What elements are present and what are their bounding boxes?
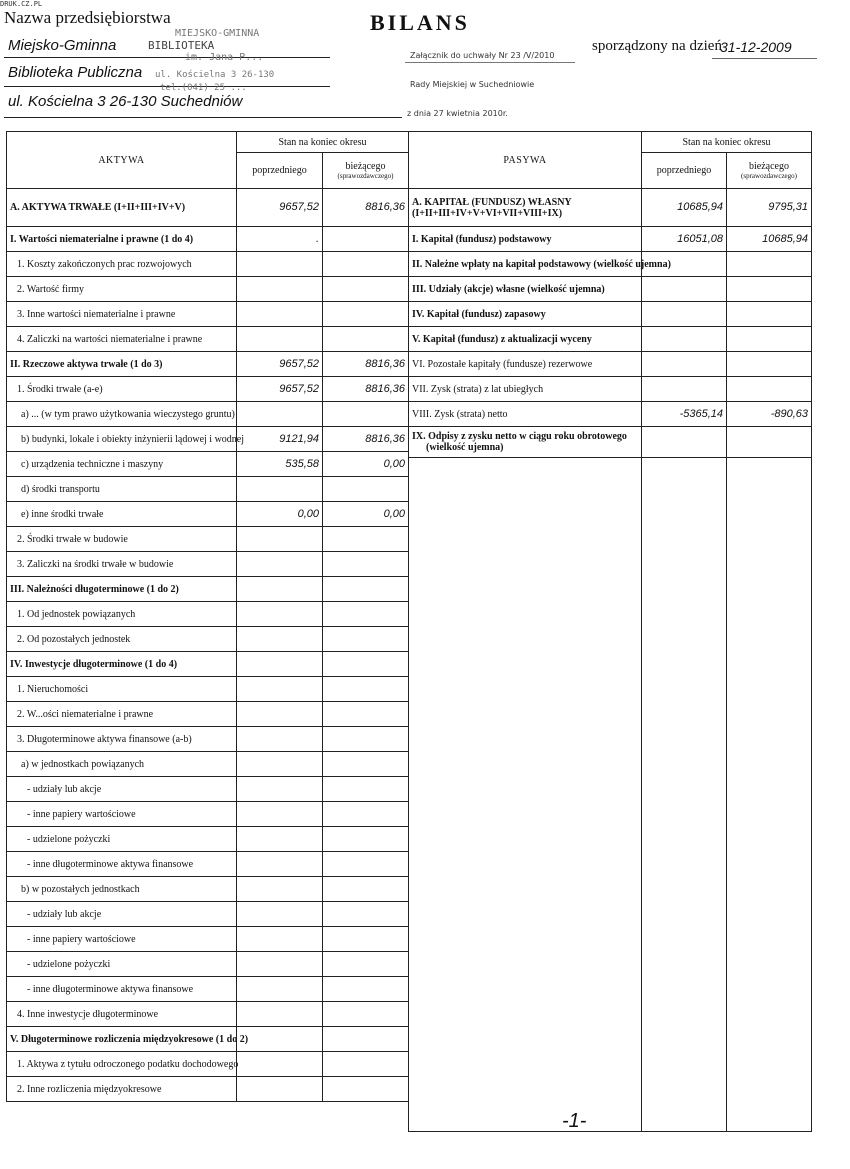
pasywa-row (409, 352, 812, 377)
aktywa-row-label: 4. Zaliczki na wartości niematerialne i prawne (7, 327, 237, 352)
annex-line1: Załącznik do uchwały Nr 23 /V/2010 (410, 51, 555, 60)
aktywa-row-curr-value (323, 327, 409, 352)
aktywa-row-curr-value: 8816,36 (323, 377, 409, 402)
pasywa-row-curr-value (727, 352, 812, 377)
aktywa-row (7, 702, 409, 727)
aktywa-row-label: - inne papiery wartościowe (7, 802, 237, 827)
aktywa-row (7, 627, 409, 652)
aktywa-row-label: - inne papiery wartościowe (7, 927, 237, 952)
aktywa-row (7, 1052, 409, 1077)
aktywa-row-curr-value (323, 527, 409, 552)
aktywa-row-prev-value (237, 477, 323, 502)
aktywa-row-label: V. Długoterminowe rozliczenia międzyokresowe (1 do 2) (7, 1027, 237, 1052)
aktywa-row-prev-value (237, 727, 323, 752)
aktywa-row-curr-value (323, 302, 409, 327)
aktywa-row-prev-value (237, 652, 323, 677)
aktywa-row-prev-value (237, 1052, 323, 1077)
aktywa-row-label: IV. Inwestycje długoterminowe (1 do 4) (7, 652, 237, 677)
pasywa-row (409, 402, 812, 427)
pasywa-row-prev-value: 10685,94 (642, 189, 727, 227)
aktywa-title: AKTYWA (7, 132, 237, 189)
aktywa-row-label: e) inne środki trwałe (7, 502, 237, 527)
aktywa-row (7, 252, 409, 277)
aktywa-row-curr-value (323, 927, 409, 952)
aktywa-row (7, 277, 409, 302)
pasywa-filler-cell (727, 458, 812, 1132)
pasywa-row-label: VI. Pozostałe kapitały (fundusze) rezerwowe (409, 352, 642, 377)
aktywa-row (7, 752, 409, 777)
stamp-line4: ul. Kościelna 3 26-130 (155, 70, 275, 80)
pasywa-row-curr-value (727, 277, 812, 302)
pasywa-col-curr-note: (sprawozdawczego) (741, 172, 797, 180)
aktywa-row (7, 327, 409, 352)
aktywa-row (7, 777, 409, 802)
aktywa-row-prev-value (237, 277, 323, 302)
pasywa-row-curr-value (727, 302, 812, 327)
aktywa-col-curr (323, 153, 409, 189)
aktywa-row-curr-value: 8816,36 (323, 427, 409, 452)
pasywa-row-prev-value (642, 352, 727, 377)
aktywa-row-curr-value (323, 1077, 409, 1102)
pasywa-row-curr-value: 9795,31 (727, 189, 812, 227)
pasywa-row-label (409, 189, 642, 227)
scan-mark: DRUK.CZ.PL (0, 0, 43, 8)
aktywa-row (7, 1027, 409, 1052)
prepared-rule (712, 58, 817, 59)
aktywa-row-prev-value (237, 802, 323, 827)
aktywa-row-prev-value (237, 977, 323, 1002)
stamp-line5: tel.(041) 25 ... (160, 83, 247, 93)
aktywa-row-curr-value: 8816,36 (323, 352, 409, 377)
aktywa-row-prev-value (237, 327, 323, 352)
pasywa-period-label: Stan na koniec okresu (642, 132, 812, 153)
aktywa-row-label: 2. Inne rozliczenia międzyokresowe (7, 1077, 237, 1102)
aktywa-row (7, 927, 409, 952)
aktywa-row-curr-value: 0,00 (323, 502, 409, 527)
aktywa-row-label: 3. Zaliczki na środki trwałe w budowie (7, 552, 237, 577)
aktywa-row-prev-value (237, 877, 323, 902)
aktywa-row-prev-value (237, 702, 323, 727)
aktywa-row-curr-value (323, 877, 409, 902)
pasywa-row (409, 252, 812, 277)
pasywa-title: PASYWA (409, 132, 642, 189)
pasywa-row (409, 302, 812, 327)
pasywa-row-label-main: A. KAPITAŁ (FUNDUSZ) WŁASNY (412, 196, 572, 208)
pasywa-row-curr-value (727, 377, 812, 402)
aktywa-row (7, 677, 409, 702)
aktywa-col-curr-label: bieżącego (345, 161, 386, 172)
pasywa-row (409, 327, 812, 352)
stamp-line3: im. Jana P... (185, 52, 264, 63)
aktywa-col-curr-note: (sprawozdawczego) (337, 172, 394, 180)
aktywa-row (7, 1077, 409, 1102)
aktywa-row-label: 1. Środki trwałe (a-e) (7, 377, 237, 402)
aktywa-row-label: a) w jednostkach powiązanych (7, 752, 237, 777)
aktywa-row-prev-value (237, 952, 323, 977)
aktywa-row (7, 377, 409, 402)
pasywa-row-curr-value (727, 327, 812, 352)
aktywa-row (7, 189, 409, 227)
aktywa-row-prev-value: 9657,52 (237, 377, 323, 402)
pasywa-row-prev-value (642, 302, 727, 327)
pasywa-row-prev-value (642, 427, 727, 458)
aktywa-row-label: 2. Od pozostałych jednostek (7, 627, 237, 652)
aktywa-row-prev-value (237, 1077, 323, 1102)
aktywa-row-curr-value (323, 902, 409, 927)
pasywa-row-curr-value (727, 427, 812, 458)
aktywa-row-label: 2. Środki trwałe w budowie (7, 527, 237, 552)
aktywa-row-curr-value (323, 477, 409, 502)
pasywa-row (409, 427, 812, 458)
page-number: -1- (562, 1110, 587, 1132)
aktywa-row-label: 3. Długoterminowe aktywa finansowe (a-b) (7, 727, 237, 752)
aktywa-row-prev-value (237, 852, 323, 877)
aktywa-row-prev-value (237, 1002, 323, 1027)
aktywa-row-label: 3. Inne wartości niematerialne i prawne (7, 302, 237, 327)
pasywa-row-label: II. Należne wpłaty na kapitał podstawowy (wielkość ujemna) (409, 252, 642, 277)
aktywa-col-prev: poprzedniego (237, 153, 323, 189)
aktywa-row-curr-value (323, 252, 409, 277)
aktywa-row-prev-value (237, 252, 323, 277)
aktywa-row-label: 1. Koszty zakończonych prac rozwojowych (7, 252, 237, 277)
aktywa-row-curr-value (323, 952, 409, 977)
aktywa-row-label: - udziały lub akcje (7, 902, 237, 927)
aktywa-row (7, 527, 409, 552)
stamp-line2: BIBLIOTEKA (148, 39, 215, 52)
aktywa-row-label: - udzielone pożyczki (7, 952, 237, 977)
aktywa-row-prev-value: 0,00 (237, 502, 323, 527)
aktywa-row-prev-value (237, 402, 323, 427)
aktywa-row-prev-value (237, 827, 323, 852)
aktywa-row-label: 1. Aktywa z tytułu odroczonego podatku dochodowego (7, 1052, 237, 1077)
aktywa-row-curr-value (323, 777, 409, 802)
pasywa-row-label: V. Kapitał (fundusz) z aktualizacji wyceny (409, 327, 642, 352)
annex-rule (405, 62, 575, 63)
org-rule-1 (4, 57, 330, 58)
pasywa-row-prev-value (642, 377, 727, 402)
aktywa-row (7, 977, 409, 1002)
aktywa-row-prev-value (237, 777, 323, 802)
aktywa-row-curr-value (323, 402, 409, 427)
aktywa-row-curr-value (323, 727, 409, 752)
org-line1: Miejsko-Gminna (8, 37, 117, 54)
pasywa-col-curr (727, 153, 812, 189)
aktywa-row-prev-value: 9121,94 (237, 427, 323, 452)
org-rule-3 (4, 117, 330, 118)
aktywa-row-label: 1. Nieruchomości (7, 677, 237, 702)
pasywa-filler-row (409, 458, 812, 1132)
aktywa-row-label: A. AKTYWA TRWAŁE (I+II+III+IV+V) (7, 189, 237, 227)
prepared-date: 31-12-2009 (720, 39, 792, 55)
pasywa-row-prev-value (642, 277, 727, 302)
org-label: Nazwa przedsiębiorstwa (4, 8, 171, 27)
stamp-line1: MIEJSKO-GMINNA (175, 28, 260, 39)
page-title: BILANS (370, 10, 470, 35)
pasywa-filler-cell (409, 458, 642, 1132)
aktywa-row-curr-value (323, 677, 409, 702)
pasywa-row-label: VII. Zysk (strata) z lat ubiegłych (409, 377, 642, 402)
aktywa-row-curr-value (323, 277, 409, 302)
aktywa-row-label: - udziały lub akcje (7, 777, 237, 802)
aktywa-row-prev-value: . (237, 227, 323, 252)
aktywa-row (7, 302, 409, 327)
aktywa-row (7, 502, 409, 527)
pasywa-row-label-main: IX. Odpisy z zysku netto w ciągu roku obrotowego (412, 431, 627, 442)
aktywa-row-curr-value: 8816,36 (323, 189, 409, 227)
pasywa-row-label: I. Kapitał (fundusz) podstawowy (409, 227, 642, 252)
aktywa-row (7, 452, 409, 477)
pasywa-filler-cell (642, 458, 727, 1132)
aktywa-row (7, 552, 409, 577)
pasywa-row-prev-value: -5365,14 (642, 402, 727, 427)
aktywa-row-label: I. Wartości niematerialne i prawne (1 do 4) (7, 227, 237, 252)
aktywa-row-label: d) środki transportu (7, 477, 237, 502)
aktywa-row-prev-value (237, 927, 323, 952)
prepared-label: sporządzony na dzień (592, 38, 722, 54)
pasywa-col-prev: poprzedniego (642, 153, 727, 189)
pasywa-row-label: VIII. Zysk (strata) netto (409, 402, 642, 427)
aktywa-row-label: - udzielone pożyczki (7, 827, 237, 852)
aktywa-row-label: b) budynki, lokale i obiekty inżynierii lądowej i wodnej (7, 427, 237, 452)
aktywa-row-curr-value (323, 1052, 409, 1077)
aktywa-row (7, 827, 409, 852)
aktywa-row (7, 427, 409, 452)
aktywa-row-prev-value: 9657,52 (237, 189, 323, 227)
aktywa-row-prev-value (237, 577, 323, 602)
aktywa-row (7, 952, 409, 977)
aktywa-row-curr-value (323, 802, 409, 827)
aktywa-period-label: Stan na koniec okresu (237, 132, 409, 153)
pasywa-table (408, 131, 812, 1132)
aktywa-row-label: a) ... (w tym prawo użytkowania wieczystego gruntu) (7, 402, 237, 427)
pasywa-row-label: IV. Kapitał (fundusz) zapasowy (409, 302, 642, 327)
aktywa-row-prev-value (237, 527, 323, 552)
pasywa-row-curr-value: 10685,94 (727, 227, 812, 252)
annex-line2: Rady Miejskiej w Suchedniowie (410, 80, 535, 89)
annex-rule-2 (330, 117, 402, 118)
aktywa-row-prev-value (237, 552, 323, 577)
aktywa-row-prev-value (237, 677, 323, 702)
aktywa-row (7, 727, 409, 752)
aktywa-row-prev-value (237, 1027, 323, 1052)
aktywa-row-curr-value: 0,00 (323, 452, 409, 477)
aktywa-row-curr-value (323, 827, 409, 852)
aktywa-row (7, 352, 409, 377)
aktywa-row-label: 1. Od jednostek powiązanych (7, 602, 237, 627)
aktywa-row-curr-value (323, 227, 409, 252)
aktywa-row-curr-value (323, 702, 409, 727)
aktywa-row-prev-value (237, 752, 323, 777)
aktywa-row (7, 1002, 409, 1027)
annex-line3: z dnia 27 kwietnia 2010r. (407, 109, 508, 118)
org-line2: Biblioteka Publiczna (8, 64, 143, 81)
pasywa-row-prev-value (642, 327, 727, 352)
pasywa-row (409, 227, 812, 252)
aktywa-table (6, 131, 409, 1102)
aktywa-row-prev-value (237, 302, 323, 327)
aktywa-row (7, 227, 409, 252)
pasywa-col-curr-label: bieżącego (749, 161, 789, 172)
pasywa-row-prev-value: 16051,08 (642, 227, 727, 252)
aktywa-row-label: 2. Wartość firmy (7, 277, 237, 302)
aktywa-row-label: - inne długoterminowe aktywa finansowe (7, 977, 237, 1002)
aktywa-row (7, 577, 409, 602)
aktywa-row-prev-value: 9657,52 (237, 352, 323, 377)
aktywa-row-curr-value (323, 627, 409, 652)
pasywa-row (409, 189, 812, 227)
aktywa-row-prev-value (237, 627, 323, 652)
pasywa-row-curr-value: -890,63 (727, 402, 812, 427)
pasywa-row-curr-value (727, 252, 812, 277)
aktywa-row-curr-value (323, 652, 409, 677)
aktywa-row-prev-value: 535,58 (237, 452, 323, 477)
org-line3: ul. Kościelna 3 26-130 Suchedniów (8, 93, 243, 110)
pasywa-row-label-sub: (I+II+III+IV+V+VI+VII+VIII+IX) (412, 207, 563, 219)
aktywa-row-label: 2. W...ości niematerialne i prawne (7, 702, 237, 727)
aktywa-row (7, 802, 409, 827)
aktywa-row-label: c) urządzenia techniczne i maszyny (7, 452, 237, 477)
aktywa-row-curr-value (323, 1027, 409, 1052)
aktywa-row (7, 877, 409, 902)
aktywa-row-label: 4. Inne inwestycje długoterminowe (7, 1002, 237, 1027)
aktywa-row-label: - inne długoterminowe aktywa finansowe (7, 852, 237, 877)
aktywa-row-curr-value (323, 552, 409, 577)
aktywa-row-curr-value (323, 852, 409, 877)
aktywa-row-prev-value (237, 902, 323, 927)
pasywa-row-label-sub: (wielkość ujemna) (426, 442, 504, 453)
aktywa-row (7, 477, 409, 502)
aktywa-row (7, 652, 409, 677)
pasywa-row-label (409, 427, 642, 458)
aktywa-row-label: b) w pozostałych jednostkach (7, 877, 237, 902)
aktywa-row (7, 602, 409, 627)
aktywa-row (7, 402, 409, 427)
pasywa-row (409, 277, 812, 302)
aktywa-row-curr-value (323, 577, 409, 602)
aktywa-row (7, 852, 409, 877)
aktywa-row-label: III. Należności długoterminowe (1 do 2) (7, 577, 237, 602)
aktywa-row-curr-value (323, 752, 409, 777)
aktywa-row (7, 902, 409, 927)
aktywa-row-curr-value (323, 977, 409, 1002)
aktywa-row-curr-value (323, 1002, 409, 1027)
aktywa-row-curr-value (323, 602, 409, 627)
aktywa-row-label: II. Rzeczowe aktywa trwałe (1 do 3) (7, 352, 237, 377)
pasywa-row-label: III. Udziały (akcje) własne (wielkość ujemna) (409, 277, 642, 302)
aktywa-row-prev-value (237, 602, 323, 627)
pasywa-row (409, 377, 812, 402)
